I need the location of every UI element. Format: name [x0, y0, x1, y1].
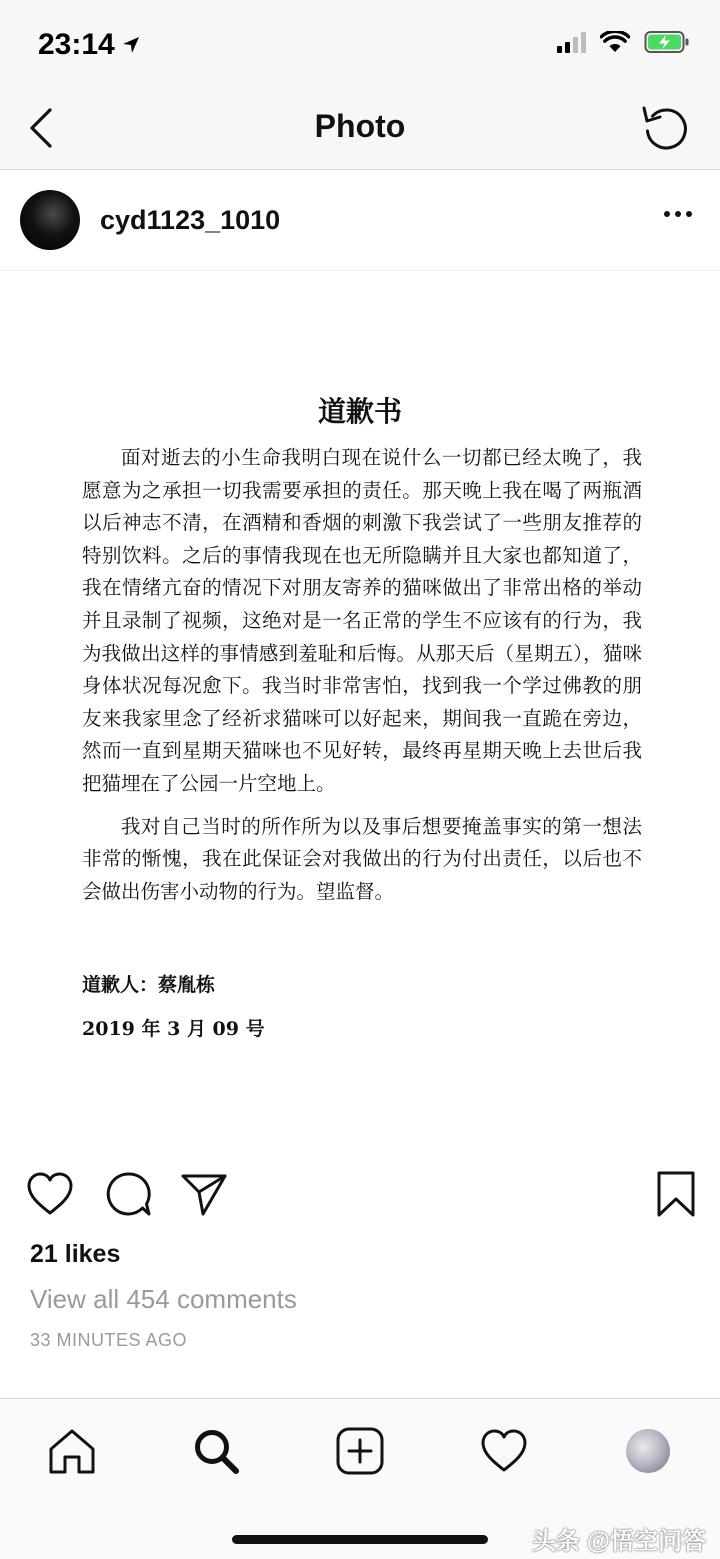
tab-bar — [0, 1398, 720, 1559]
activity-heart-icon[interactable] — [478, 1425, 530, 1477]
letter-paragraph: 面对逝去的小生命我明白现在说什么一切都已经太晚了，我愿意为之承担一切我需要承担的责任。那天晚上我在喝了两瓶酒以后神志不清，在酒精和香烟的刺激下我尝试了一些朋友推荐的特别饮料。之后的事情我现在也无所隐瞒并且大家也都知道了，我在情绪亢奋的情况下对朋友寄养的猫咪做出了非常出格的举动并且录制了视频，这绝对是一名正常的学生不应该有的行为，我为我做出这样的事情感到羞耻和后悔。从那天后（星期五），猫咪身体状况每况愈下。我当时非常害怕，找到我一个学过佛教的朋友来我家里念了经祈求猫咪可以好起来，期间我一直跪在旁边，然而一直到星期天猫咪也不见好转，最终再星期天晚上去世后我把猫埋在了公园一片空地上。 — [82, 446, 642, 795]
post-timestamp: 33 MINUTES AGO — [30, 1330, 188, 1350]
letter-signature: 道歉人：蔡胤栋 — [82, 974, 216, 996]
more-horizontal-icon[interactable] — [664, 211, 692, 217]
page-title: Photo — [314, 108, 406, 144]
letter-date: 2019 年 3 月 09 号 — [82, 1018, 265, 1040]
profile-tab-avatar[interactable] — [626, 1429, 670, 1473]
likes-count[interactable]: 21 likes — [30, 1240, 121, 1268]
post-actions — [0, 1160, 720, 1230]
status-time-text: 23:14 — [38, 28, 115, 61]
post-header — [0, 171, 720, 271]
heart-icon[interactable] — [24, 1168, 76, 1220]
watermark: 头条 @悟空问答 — [531, 1528, 706, 1555]
nav-header — [0, 90, 720, 170]
add-post-icon[interactable] — [334, 1425, 386, 1477]
letter-body — [82, 442, 642, 908]
refresh-icon[interactable] — [640, 100, 692, 152]
location-arrow-icon — [121, 35, 141, 55]
battery-charging-icon — [644, 30, 690, 54]
view-comments-link[interactable]: View all 454 comments — [30, 1284, 297, 1314]
home-icon[interactable] — [46, 1425, 98, 1477]
post-photo[interactable] — [0, 272, 720, 1152]
home-indicator[interactable] — [232, 1535, 488, 1544]
cellular-signal-icon — [557, 31, 586, 53]
bookmark-icon[interactable] — [650, 1168, 702, 1220]
paper-plane-icon[interactable] — [178, 1168, 230, 1220]
search-icon[interactable] — [190, 1425, 242, 1477]
letter-title: 道歉书 — [317, 395, 402, 428]
comment-bubble-icon[interactable] — [102, 1168, 154, 1220]
status-bar — [0, 0, 720, 90]
avatar[interactable] — [20, 190, 80, 250]
letter-paragraph: 我对自己当时的所作所为以及事后想要掩盖事实的第一想法非常的惭愧，我在此保证会对我做出的行为付出责任，以后也不会做出伤害小动物的行为。望监督。 — [82, 814, 642, 903]
status-indicators — [557, 30, 690, 54]
wifi-icon — [600, 31, 630, 53]
status-time — [38, 28, 141, 62]
post-username[interactable]: cyd1123_1010 — [100, 205, 281, 235]
